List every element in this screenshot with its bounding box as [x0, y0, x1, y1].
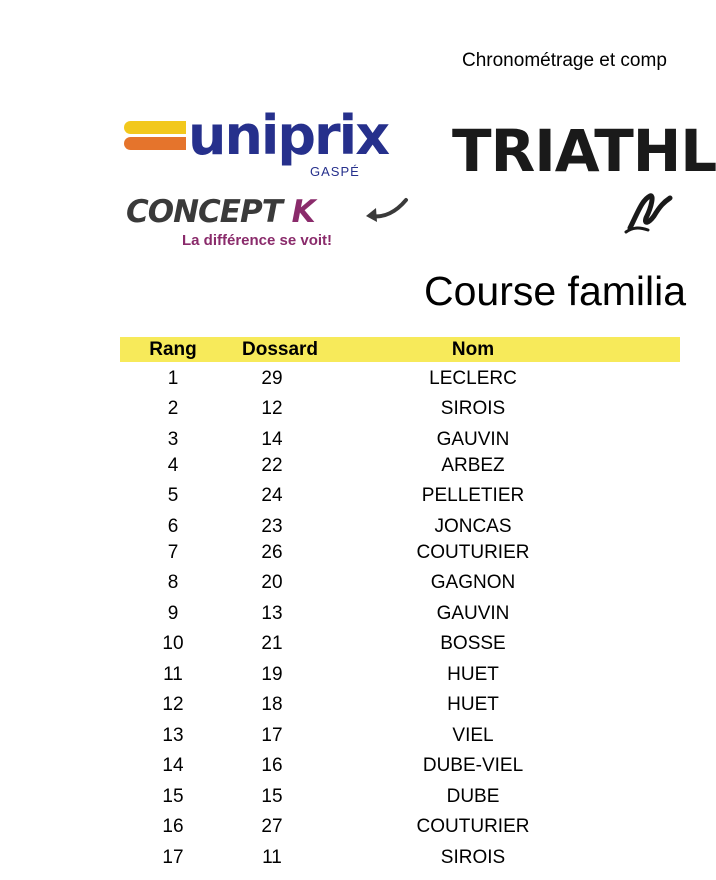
table-row: [120, 569, 680, 597]
column-header-nom: Nom: [451, 339, 495, 360]
bib-cell: 19: [261, 664, 283, 685]
bib-cell: 14: [261, 429, 283, 450]
rank-cell: 15: [162, 786, 184, 807]
rank-cell: 3: [167, 429, 179, 450]
name-cell: GAUVIN: [436, 603, 510, 624]
table-row: [120, 691, 680, 719]
rank-cell: 2: [167, 398, 179, 419]
table-row: [120, 630, 680, 658]
name-cell: GAUVIN: [436, 429, 510, 450]
uniprix-orange-bar: [124, 137, 186, 150]
table-row: [120, 513, 680, 541]
rank-cell: 14: [162, 755, 184, 776]
concept-k-tagline: La différence se voit!: [182, 232, 333, 249]
table-row: [120, 426, 680, 454]
name-cell: BOSSE: [440, 633, 506, 654]
name-cell: ARBEZ: [441, 455, 505, 476]
table-row: [120, 600, 680, 628]
bib-cell: 29: [261, 368, 283, 389]
rank-cell: 6: [167, 516, 179, 537]
bib-cell: 16: [261, 755, 283, 776]
name-cell: HUET: [447, 694, 499, 715]
rank-cell: 12: [162, 694, 184, 715]
rank-cell: 4: [167, 455, 179, 476]
table-row: [120, 395, 680, 423]
name-cell: JONCAS: [434, 516, 512, 537]
bib-cell: 11: [262, 847, 282, 868]
table-row: [120, 783, 680, 811]
table-header: [120, 337, 680, 362]
table-row: [120, 813, 680, 841]
table-row: [120, 752, 680, 780]
rank-cell: 8: [167, 572, 179, 593]
concept-k-letter: K: [291, 194, 315, 230]
concept-k-logo: [126, 194, 411, 260]
rank-cell: 11: [163, 664, 183, 685]
table-row: [120, 365, 680, 393]
uniprix-logo: [122, 104, 412, 184]
table-row: [120, 722, 680, 750]
rank-cell: 13: [162, 725, 184, 746]
name-cell: COUTURIER: [416, 816, 530, 837]
script-flourish-icon: [624, 192, 680, 234]
rank-cell: 16: [162, 816, 184, 837]
bib-cell: 15: [261, 786, 283, 807]
name-cell: COUTURIER: [416, 542, 530, 563]
bib-cell: 17: [261, 725, 283, 746]
rank-cell: 5: [167, 485, 179, 506]
column-header-dossard: Dossard: [242, 339, 319, 360]
uniprix-wordmark: uniprix: [188, 104, 389, 167]
rank-cell: 7: [167, 542, 179, 563]
rank-cell: 1: [167, 368, 179, 389]
name-cell: SIROIS: [440, 847, 506, 868]
bib-cell: 27: [261, 816, 283, 837]
name-cell: VIEL: [452, 725, 494, 746]
rank-cell: 10: [162, 633, 184, 654]
table-row: [120, 452, 680, 480]
table-row: [120, 482, 680, 510]
column-header-rang: Rang: [149, 339, 197, 360]
table-row: [120, 661, 680, 689]
name-cell: SIROIS: [440, 398, 506, 419]
bib-cell: 18: [261, 694, 283, 715]
bib-cell: 26: [261, 542, 283, 563]
bib-cell: 21: [261, 633, 283, 654]
triathlon-logo-text: TRIATHL: [452, 117, 716, 185]
name-cell: LECLERC: [429, 368, 517, 389]
arrow-icon: [362, 196, 408, 228]
course-title: Course familia: [424, 268, 687, 314]
bib-cell: 23: [261, 516, 283, 537]
rank-cell: 9: [167, 603, 179, 624]
uniprix-yellow-bar: [124, 121, 186, 134]
bib-cell: 22: [261, 455, 283, 476]
name-cell: DUBE-VIEL: [422, 755, 524, 776]
timing-company-line: Chronométrage et comp: [462, 50, 667, 71]
uniprix-location: GASPÉ: [310, 164, 360, 179]
table-row: [120, 844, 680, 872]
bib-cell: 12: [261, 398, 283, 419]
bib-cell: 20: [261, 572, 283, 593]
name-cell: HUET: [447, 664, 499, 685]
name-cell: DUBE: [446, 786, 500, 807]
concept-word: CONCEPT: [126, 194, 292, 230]
bib-cell: 13: [261, 603, 283, 624]
concept-k-wordmark: [126, 194, 315, 230]
rank-cell: 17: [162, 847, 184, 868]
bib-cell: 24: [261, 485, 283, 506]
name-cell: PELLETIER: [421, 485, 525, 506]
table-row: [120, 539, 680, 567]
name-cell: GAGNON: [430, 572, 516, 593]
